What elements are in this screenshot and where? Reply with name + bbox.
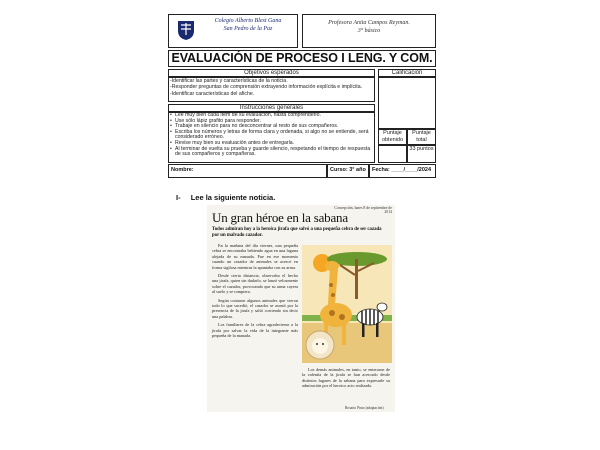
instruction-item: • Revise muy bien su evaluación antes de entregarla. (170, 139, 295, 146)
objectives-heading: Objetivos esperados (244, 69, 299, 76)
news-signature: Rosario Pinto (adaptación) (345, 406, 384, 410)
score-obtained-value-cell[interactable] (378, 145, 407, 163)
news-paragraph: Los demás animales, en tanto, se enteraron de la valentía de la jirafa se han acercado desde distintos lugares de la sabana para expresarle su admiración por el heroico acto realizado. (302, 367, 390, 389)
instruction-item: • Lee muy bien cada ítem de su evaluación, hasta comprenderlo. (170, 112, 321, 118)
news-title: Un gran héroe en la sabana (212, 210, 348, 225)
name-label: Nombre: (171, 167, 194, 173)
grade-level: 3° básico (357, 27, 381, 34)
news-column-1 (212, 243, 298, 342)
instruction-item: • Trabaje en silencio para no desconcentrar al resto de sus compañeros. (170, 123, 339, 130)
date-label: Fecha: ____/____/2024 (372, 167, 432, 173)
instruction-item: • Escriba los números y letras de forma clara y ordenada, si algo no se entiende, será considerado erróneo. (170, 128, 369, 141)
page-title: EVALUACIÓN DE PROCESO I LENG. Y COM. (171, 51, 433, 65)
news-dateline: Concepción, lunes 8 de septiembre de 2014 (334, 206, 392, 214)
instructions-list (170, 113, 373, 158)
score-total-label: Puntaje total (412, 130, 431, 143)
objectives-list (170, 78, 373, 97)
objective-item: -Identificar características del afiche. (170, 90, 255, 97)
score-obtained-label: Puntaje obtenido (381, 130, 404, 143)
section-instruction: Lee la siguiente noticia. (190, 193, 276, 202)
news-lead: Todos admiran hoy a la heroica jirafa que salvó a una pequeña cebra de ser cazada por un malvado cazador. (212, 227, 382, 238)
news-column-2 (302, 367, 390, 392)
section-heading (176, 193, 275, 202)
news-paragraph: Desde cierta distancia, observaba el hecho una jirafa, quien sin dudarlo, se lanzó velozmente sobre el cazador, provocando que su arma cayera al suelo y se rompiera. (212, 273, 298, 295)
news-paragraph: Los familiares de la cebra agradecieron a la jirafa por salvar la vida de la integrante más pequeña de la manada. (212, 322, 298, 339)
instruction-item: • Al terminar de vuelta su prueba y guarde silencio, respetando el tiempo de respuesta de sus compañeros y compañeras. (170, 145, 371, 158)
school-line-1: Colegio Alberto Blest Gana (214, 18, 282, 24)
school-name (200, 18, 296, 33)
course-label: Curso: 3° año (330, 167, 366, 173)
school-line-2: San Pedro de la Paz (223, 25, 273, 32)
giraffe-zebra-illustration (302, 245, 392, 363)
score-total-value: 33 puntos (409, 146, 434, 152)
objective-item: -Responder preguntas de comprensión extrayendo información explícita e implícita. (170, 84, 363, 91)
grade-heading: Calificación (391, 69, 423, 76)
news-paragraph: En la mañana del día viernes, una pequeña cebra se encontraba bebiendo agua en una laguna alejada de su manada. Fue en ese momento cuando un cazador de animales se acercó en forma sigilosa mientras la apuntaba con su arma. (212, 243, 298, 270)
school-crest-icon (176, 19, 196, 41)
teacher-info (306, 20, 432, 35)
section-number: I- (176, 193, 181, 202)
objective-item: -Identificar las partes y características de la noticia. (170, 78, 288, 84)
instruction-item: • Use sólo lápiz grafito para responder. (170, 117, 261, 124)
news-paragraph: Según contaron algunos animales que vieron todo lo que sucedió, el cazador se asustó por la presencia de la jirafa y salió corriendo sin decir una palabra. (212, 297, 298, 319)
teacher-name: Profesora Anita Campos Reyman. (328, 20, 410, 26)
grade-box[interactable] (378, 77, 436, 129)
instructions-heading: Instrucciones generales (239, 104, 304, 111)
